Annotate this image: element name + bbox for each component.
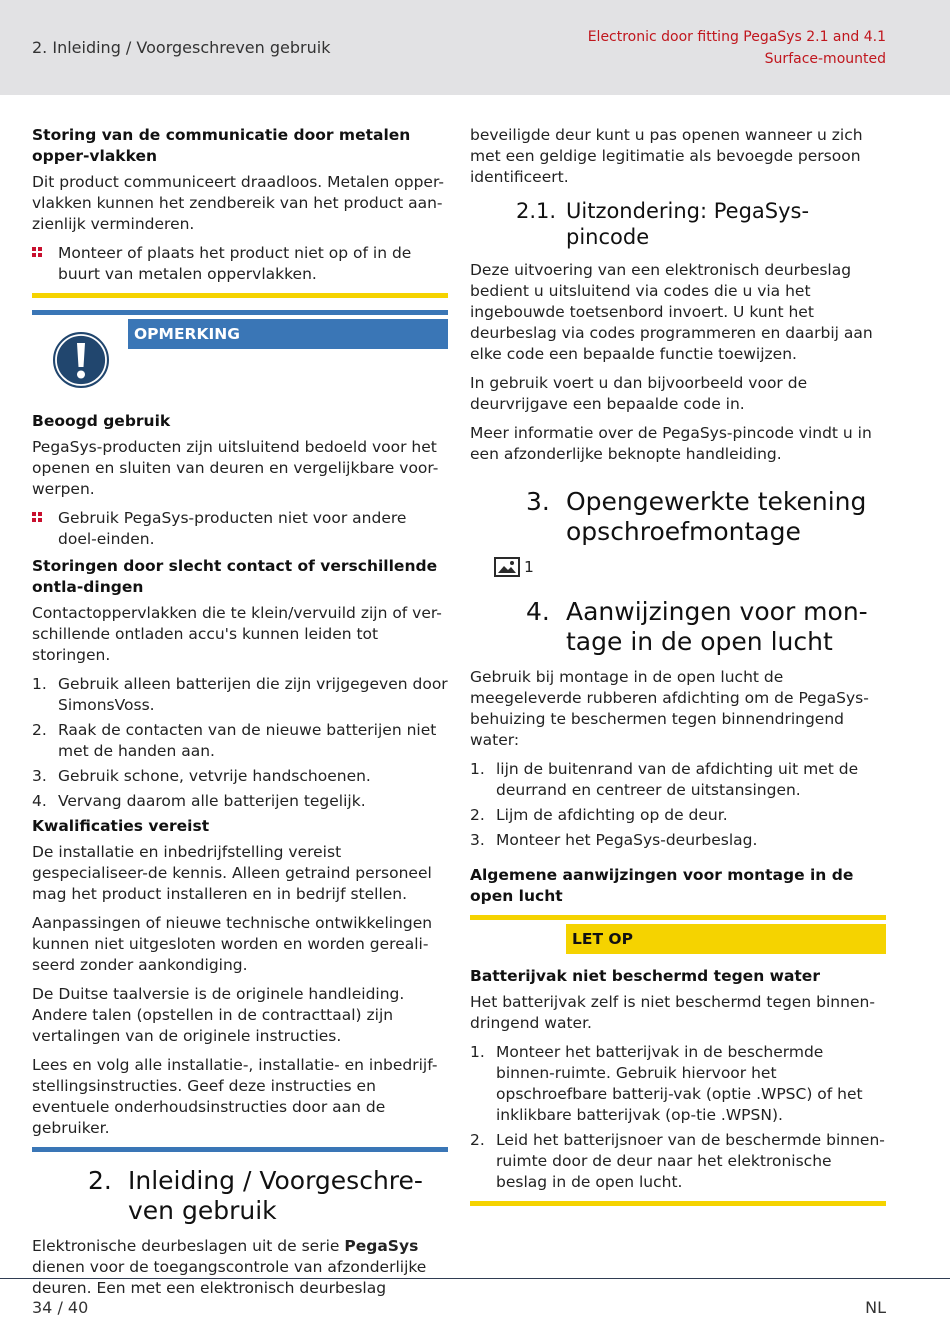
section-number: 2.: [88, 1166, 112, 1195]
intended-use-text: PegaSys-producten zijn uitsluitend bedoeld voor het openen en sluiten van deuren en vergelijkbare voor-werpen.: [32, 438, 439, 498]
section-title: Uitzondering: PegaSys-pincode: [566, 199, 810, 249]
list-text: Raak de contacten van de nieuwe batterijen niet met de handen aan.: [58, 721, 437, 760]
caution-end-bar: [470, 1201, 886, 1206]
note-top-bar: [32, 310, 448, 315]
list-text: Leid het batterijsnoer van de beschermde binnen-ruimte door de deur naar het elektronische beslag in de open lucht.: [496, 1131, 885, 1191]
list-number: 3.: [32, 767, 47, 785]
outdoor-steps: [470, 759, 886, 851]
header-document-title: Electronic door fitting PegaSys 2.1 and 4.1 Surface-mounted: [587, 29, 886, 67]
qualifications-text-4: Lees en volg alle installatie-, installatie- en inbedrijf-stellingsinstructies. Geef deze instructies en eventuele onderhoudsinstructies door aan de gebruiker.: [32, 1056, 438, 1137]
interference-heading: Storing van de communicatie door metalen opper-vlakken: [32, 126, 411, 165]
list-text: lijn de buitenrand van de afdichting uit met de deurrand en centreer de uitstansingen.: [496, 760, 859, 799]
interference-bullet: [32, 243, 448, 285]
section-2-heading: [32, 1166, 448, 1226]
red-square-bullet-icon: [32, 247, 43, 258]
figure-reference[interactable]: [494, 557, 886, 577]
pincode-text-3: Meer informatie over de PegaSys-pincode vindt u in een afzonderlijke beknopte handleiding.: [470, 424, 872, 463]
qualifications-heading: Kwalificaties vereist: [32, 817, 210, 835]
pincode-text-1: Deze uitvoering van een elektronisch deurbeslag bedient u uitsluitend via codes die u via het ingebouwde toetsenbord invoert. U kunt het deurbeslag via codes programmeren en daarbij aan elke code een bepaalde functie toewijzen.: [470, 261, 873, 363]
qualifications-text-1: De installatie en inbedrijfstelling vereist gespecialiseer-de kennis. Alleen getraind personeel mag het product installeren en in bedrijf stellen.: [32, 843, 432, 903]
list-number: 4.: [32, 792, 47, 810]
section-title: Aanwijzingen voor mon-tage in de open lucht: [566, 597, 868, 656]
section-3-heading: [470, 487, 886, 547]
battery-heading: Batterijvak niet beschermd tegen water: [470, 967, 820, 985]
qualifications-text-2: Aanpassingen of nieuwe technische ontwikkelingen kunnen niet uitgesloten worden en worden gereali-seerd zonder aankondiging.: [32, 914, 433, 974]
list-number: 1.: [470, 1043, 485, 1061]
section-number: 3.: [526, 487, 550, 516]
intended-use-heading: Beoogd gebruik: [32, 412, 171, 430]
note-end-bar: [32, 1147, 448, 1152]
intro-brand: PegaSys: [344, 1237, 419, 1255]
section-title: Inleiding / Voorgeschre-ven gebruik: [128, 1166, 423, 1225]
caution-top-bar: [470, 915, 886, 920]
header-section-title: 2. Inleiding / Voorgeschreven gebruik: [32, 38, 331, 57]
pincode-text-2: In gebruik voert u dan bijvoorbeeld voor de deurvrijgave een bepaalde code in.: [470, 374, 808, 413]
list-text: Vervang daarom alle batterijen tegelijk.: [58, 792, 366, 810]
list-item: [470, 1042, 886, 1126]
interference-text: Dit product communiceert draadloos. Metalen opper-vlakken kunnen het zendbereik van het product aan-zienlijk verminderen.: [32, 173, 444, 233]
note-label: OPMERKING: [128, 319, 448, 349]
language-code: NL: [865, 1298, 886, 1317]
list-number: 2.: [32, 721, 47, 739]
list-number: 2.: [470, 806, 485, 824]
qualifications-text-3: De Duitse taalversie is de originele handleiding. Andere talen (opstellen in de contracttaal) zijn vertalingen van de originele instructies.: [32, 985, 405, 1045]
list-text: Lijm de afdichting op de deur.: [496, 806, 728, 824]
list-text: Monteer het batterijvak in de beschermde binnen-ruimte. Gebruik hiervoor het opschroefbare batterij-vak (optie .WPSC) of het inklikbare batterijvak (op-tie .WPSN).: [496, 1043, 863, 1124]
list-item: [32, 766, 448, 787]
intro-text-start: Elektronische deurbeslagen uit de serie: [32, 1237, 345, 1255]
right-column: [470, 125, 886, 1218]
list-item: [32, 720, 448, 762]
page-number: 34 / 40: [32, 1298, 89, 1317]
list-item: [470, 759, 886, 801]
list-item: [470, 805, 886, 826]
intro-text-end: dienen voor de toegangscontrole van afzonderlijke deuren. Een met een elektronisch deurbeslag: [32, 1258, 427, 1297]
intended-use-bullet: [32, 508, 448, 550]
intended-use-bullet-text: Gebruik PegaSys-producten niet voor andere doel-einden.: [58, 509, 407, 548]
discharge-heading: Storingen door slecht contact of verschillende ontla-dingen: [32, 557, 438, 596]
discharge-text: Contactoppervlakken die te klein/vervuild zijn of ver-schillende ontladen accu's kunnen leiden tot storingen.: [32, 604, 442, 664]
battery-steps: [470, 1042, 886, 1193]
general-outdoor-heading: Algemene aanwijzingen voor montage in de open lucht: [470, 866, 854, 905]
red-square-bullet-icon: [32, 512, 43, 523]
list-number: 1.: [32, 675, 47, 693]
figure-number: 1: [524, 558, 534, 576]
caution-block: [470, 924, 886, 962]
note-block: [32, 319, 448, 411]
section-title: Opengewerkte tekening opschroefmontage: [566, 487, 867, 546]
list-text: Gebruik alleen batterijen die zijn vrijgegeven door SimonsVoss.: [58, 675, 448, 714]
list-item: [32, 674, 448, 716]
list-number: 3.: [470, 831, 485, 849]
warning-end-bar: [32, 293, 448, 298]
battery-text: Het batterijvak zelf is niet beschermd tegen binnen-dringend water.: [470, 993, 875, 1032]
caution-label: LET OP: [566, 924, 886, 954]
section-4-heading: [470, 597, 886, 657]
outdoor-text: Gebruik bij montage in de open lucht de meegeleverde rubberen afdichting om de PegaSys-behuizing te beschermen tegen binnendringend water:: [470, 668, 869, 749]
page-header: [0, 0, 950, 95]
interference-bullet-text: Monteer of plaats het product niet op of in de buurt van metalen oppervlakken.: [58, 244, 412, 283]
list-text: Gebruik schone, vetvrije handschoenen.: [58, 767, 371, 785]
image-icon: [494, 557, 520, 577]
list-number: 1.: [470, 760, 485, 778]
list-number: 2.: [470, 1131, 485, 1149]
section-number: 4.: [526, 597, 550, 626]
discharge-steps: [32, 674, 448, 812]
list-text: Monteer het PegaSys-deurbeslag.: [496, 831, 758, 849]
exclamation-circle-icon: [52, 331, 110, 389]
section-2-1-heading: [470, 198, 886, 250]
left-column: [32, 125, 448, 1307]
section-number: 2.1.: [516, 199, 557, 223]
page-footer: [0, 1278, 950, 1343]
list-item: [32, 791, 448, 812]
list-item: [470, 830, 886, 851]
continued-text: beveiligde deur kunt u pas openen wanneer u zich met een geldige legitimatie als bevoegde persoon identificeert.: [470, 126, 863, 186]
list-item: [470, 1130, 886, 1193]
